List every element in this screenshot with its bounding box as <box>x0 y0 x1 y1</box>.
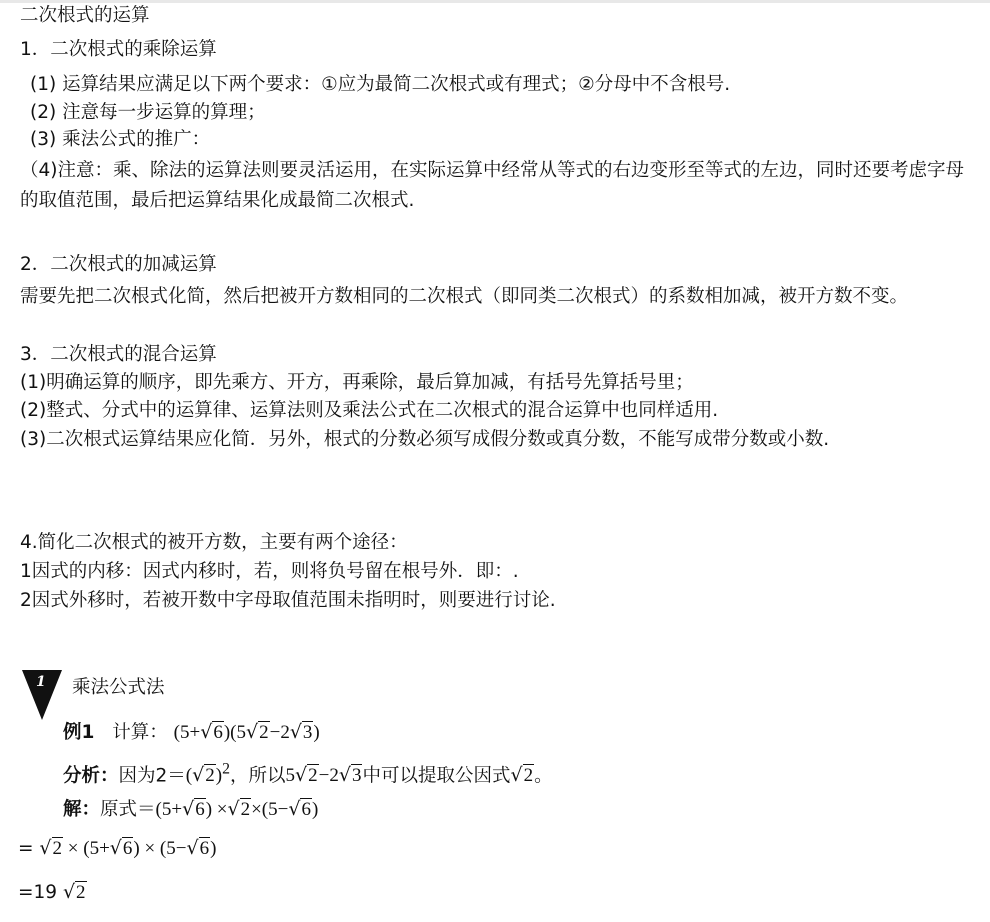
section-4-item-2: 2因式外移时，若被开数中字母取值范围未指明时，则要进行讨论. <box>20 590 556 611</box>
solution-step-2 <box>18 836 216 861</box>
result-text: =19 <box>18 882 58 903</box>
analysis-expr-2: 5√2−2√3 <box>285 764 362 787</box>
step-2-expr: √2 × (5+√6) × (5−√6) <box>39 837 217 859</box>
example-text: 计算： <box>112 722 168 743</box>
section-1-item-1: (1) 运算结果应满足以下两个要求：①应为最简二次根式或有理式；②分母中不含根号. <box>30 74 731 95</box>
section-3-heading: 3．二次根式的混合运算 <box>20 344 217 365</box>
section-1-item-3: (3) 乘法公式的推广： <box>30 129 211 150</box>
solution-expr: (5+√6) ×√2×(5−√6) <box>155 798 319 820</box>
solution-result <box>18 880 87 905</box>
section-3-item-3: (3)二次根式运算结果应化简．另外，根式的分数必须写成假分数或真分数，不能写成带分数或小数. <box>20 429 830 450</box>
example-1-line <box>63 720 320 745</box>
section-1-item-4: （4)注意：乘、除法的运算法则要灵活运用，在实际运算中经常从等式的右边变形至等式的左边，同时还要考虑字母的取值范围，最后把运算结果化成最简二次根式. <box>20 160 964 211</box>
analysis-label: 分析： <box>63 765 119 787</box>
example-expression: (5+√6)(5√2−2√3) <box>173 721 320 743</box>
section-3-item-1: (1)明确运算的顺序，即先乘方、开方，再乘除，最后算加减，有括号先算括号里； <box>20 372 694 393</box>
badge-number: 1 <box>36 674 46 690</box>
section-1-item-2: (2) 注意每一步运算的算理； <box>30 102 266 123</box>
analysis-text-c: 中可以提取公因式 <box>362 765 511 787</box>
solution-text: 原式＝ <box>100 799 156 820</box>
section-2-paragraph: 需要先把二次根式化简，然后把被开方数相同的二次根式（即同类二次根式）的系数相加减，被开方数不变。 <box>20 286 909 307</box>
section-4-heading: 4.简化二次根式的被开方数，主要有两个途径： <box>20 532 408 553</box>
section-2-heading: 2．二次根式的加减运算 <box>20 254 217 275</box>
analysis-line <box>63 758 553 788</box>
analysis-expr-3: √2 <box>510 764 534 787</box>
analysis-text-b: ，所以 <box>229 765 286 787</box>
analysis-expr-1: $(√2)^2$ <box>185 761 230 787</box>
section-1-heading: 1．二次根式的乘除运算 <box>20 39 217 60</box>
analysis-text-d: 。 <box>534 765 553 787</box>
equals-sign: = <box>18 838 34 859</box>
section-3-item-2: (2)整式、分式中的运算律、运算法则及乘法公式在二次根式的混合运算中也同样适用. <box>20 400 719 421</box>
doc-title: 二次根式的运算 <box>20 5 150 26</box>
example-label: 例1 <box>63 722 95 743</box>
result-radical: √2 <box>62 881 86 903</box>
analysis-text-a: 因为2＝ <box>118 765 186 787</box>
section-4-item-1: 1因式的内移：因式内移时，若，则将负号留在根号外．即：. <box>20 561 519 582</box>
solution-line <box>63 797 318 822</box>
top-border <box>0 0 990 3</box>
method-heading: 乘法公式法 <box>72 677 165 698</box>
solution-label: 解： <box>63 799 101 820</box>
